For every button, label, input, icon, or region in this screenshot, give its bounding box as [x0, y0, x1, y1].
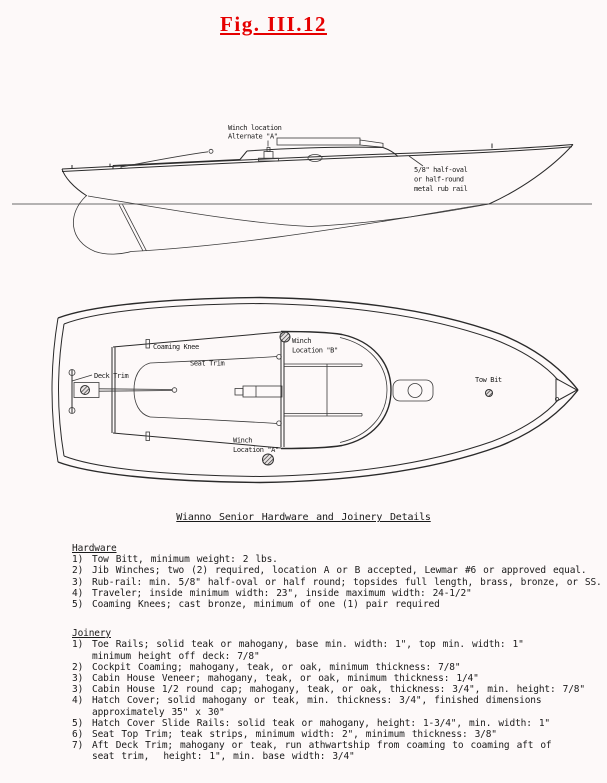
item-number: 2)	[72, 661, 84, 673]
winch-location-label-line2: Alternate "A"	[228, 132, 278, 141]
item-text-line: Hatch Cover; solid mahogany or teak, min. thickness: 3/4", finished dimensions	[92, 695, 542, 707]
rub-rail-label-line3: metal rub rail	[414, 185, 468, 193]
item-text-line: Seat Top Trim; teak strips, minimum width: 2", minimum thickness: 3/8"	[92, 729, 497, 741]
item-number: 4)	[72, 587, 84, 599]
drawing-caption: Wianno Senior Hardware and Joinery Details	[176, 512, 431, 523]
item-text-line: Hatch Cover Slide Rails: solid teak or mahogany, height: 1-3/4", min. width: 1"	[92, 717, 550, 729]
figure-title-link[interactable]: Fig. III.12	[220, 12, 327, 36]
tow-bit-label: Tow Bit	[475, 376, 502, 384]
item-text-line: approximately 35" x 30"	[92, 706, 225, 718]
list-item	[72, 599, 601, 610]
item-number: 7)	[72, 740, 84, 752]
forward-hatch	[393, 380, 433, 401]
list-item	[72, 684, 601, 695]
list-item	[72, 673, 601, 684]
item-number: 5)	[72, 599, 84, 611]
hardware-heading: Hardware	[72, 543, 117, 554]
winch-a-marker	[233, 437, 279, 466]
hardware-list	[72, 554, 601, 610]
item-text-line: Cabin House Veneer; mahogany, teak, or oak, minimum thickness: 1/4"	[92, 673, 479, 685]
winch-b-label-line1: Winch	[292, 337, 312, 345]
companionway-step	[235, 386, 282, 397]
item-text-line: Cabin House 1/2 round cap; mahogany, teak, or oak, thickness: 3/4", min. height: 7/8"	[92, 684, 585, 696]
keel-and-rudder	[73, 196, 489, 254]
item-text-line: minimum height off deck: 7/8"	[92, 650, 260, 662]
item-text-line: Tow Bitt, minimum weight: 2 lbs.	[92, 554, 278, 566]
item-text-line: Jib Winches; two (2) required, location A or B accepted, Lewmar #6 or approved equal.	[92, 565, 587, 577]
list-item	[72, 588, 601, 599]
figure-title	[0, 12, 607, 37]
rudder-head-and-tiller	[74, 383, 177, 398]
item-number: 3)	[72, 673, 84, 685]
deck-trim-label	[72, 372, 129, 381]
list-item	[72, 695, 601, 717]
list-item	[72, 662, 601, 673]
rub-rail-leader-line	[409, 156, 423, 166]
seat-trim-label	[190, 360, 225, 368]
item-number: 3)	[72, 576, 84, 588]
joinery-heading: Joinery	[72, 628, 111, 640]
joinery-section	[72, 628, 601, 762]
rub-rail-label-line1: 5/8" half-oval	[414, 166, 468, 174]
item-number: 1)	[72, 554, 84, 566]
svg-text:Seat Trim: Seat Trim	[190, 359, 225, 368]
hull-profile	[62, 145, 573, 227]
plan-view-drawing	[0, 282, 607, 500]
hull-outline	[52, 298, 578, 483]
item-number: 4)	[72, 695, 84, 707]
hardware-section	[72, 543, 601, 610]
list-item	[72, 718, 601, 729]
item-text-line: Coaming Knees; cast bronze, minimum of one (1) pair required	[92, 599, 440, 611]
joinery-list	[72, 639, 601, 762]
winch-a-label-line1: Winch	[233, 436, 253, 445]
rub-rail-label	[409, 156, 468, 193]
item-text-line: seat trim, height: 1", min. base width: 3/4"	[92, 751, 355, 763]
tow-bit-marker	[475, 376, 502, 397]
side-view-drawing	[0, 80, 607, 280]
winch-b-marker	[280, 332, 338, 355]
list-item	[72, 740, 601, 762]
item-text-line: Traveler; inside minimum width: 23", inside maximum width: 24-1/2"	[92, 587, 472, 599]
svg-text:Coaming Knee: Coaming Knee	[153, 343, 199, 351]
list-item	[72, 639, 601, 661]
item-text-line: Aft Deck Trim; mahogany or teak, run athwartship from coaming to coaming aft of	[92, 740, 552, 752]
item-text-line: Cockpit Coaming; mahogany, teak, or oak, minimum thickness: 7/8"	[92, 661, 461, 673]
item-number: 5)	[72, 717, 84, 729]
item-text-line: Rub-rail: min. 5/8" half-oval or half round; topsides full length, brass, bronze, or SS.	[92, 576, 602, 588]
winch-location-label-line1: Winch location	[228, 124, 282, 132]
rub-rail-label-line2: or half-round	[414, 175, 464, 184]
specifications	[72, 543, 601, 763]
item-text-line: Toe Rails; solid teak or mahogany, base min. width: 1", top min. width: 1"	[92, 639, 524, 651]
item-number: 6)	[72, 729, 84, 741]
winch-location-label	[228, 124, 282, 147]
deck-trim-leader-line	[72, 375, 92, 381]
item-number: 1)	[72, 639, 84, 651]
list-item	[72, 577, 601, 588]
list-item	[72, 565, 601, 576]
svg-text:Deck Trim: Deck Trim	[94, 372, 129, 380]
list-item	[72, 554, 601, 565]
item-number: 2)	[72, 565, 84, 577]
list-item	[72, 729, 601, 740]
winch-b-label-line2: Location "B"	[292, 346, 338, 355]
winch-a-label-line2: Location "A"	[233, 446, 279, 454]
item-number: 3)	[72, 684, 84, 696]
coaming-knee-label	[153, 343, 199, 351]
